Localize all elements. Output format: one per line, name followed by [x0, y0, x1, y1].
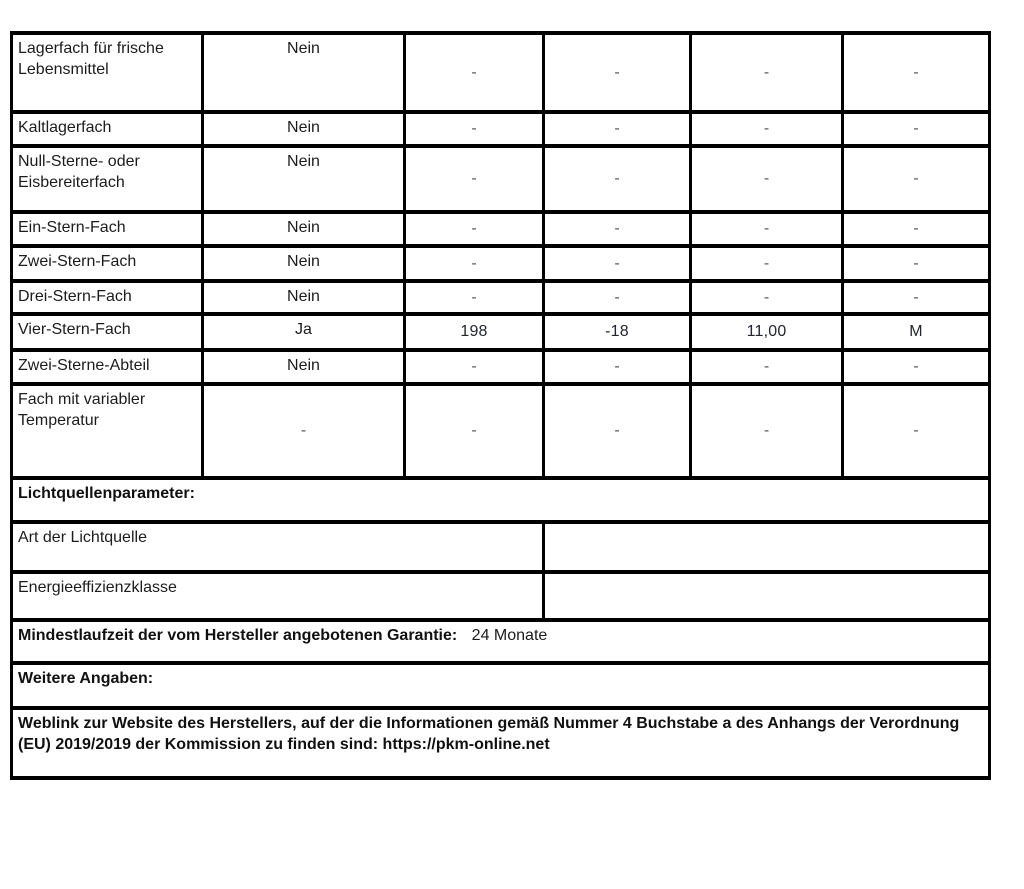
compartment-value: Nein: [203, 112, 405, 146]
compartment-label: Ein-Stern-Fach: [12, 212, 203, 246]
compartment-value: Nein: [203, 212, 405, 246]
compartment-value: -: [405, 350, 544, 384]
compartment-value: -: [405, 212, 544, 246]
compartment-label: Drei-Stern-Fach: [12, 281, 203, 314]
table-row: [12, 708, 990, 778]
compartment-value: -: [843, 112, 990, 146]
compartment-value: 198: [405, 314, 544, 350]
compartment-value: -: [405, 33, 544, 112]
compartment-value: -: [691, 246, 843, 281]
compartment-value: -: [203, 384, 405, 478]
compartment-value: -: [843, 212, 990, 246]
light-source-type-label: Art der Lichtquelle: [12, 522, 544, 572]
compartment-label: Fach mit variabler Temperatur: [12, 384, 203, 478]
compartment-value: -: [544, 112, 691, 146]
compartment-value: -: [843, 384, 990, 478]
compartment-value: -: [843, 33, 990, 112]
weblink-row: [12, 708, 990, 778]
compartment-value: -: [405, 112, 544, 146]
compartment-value: M: [843, 314, 990, 350]
compartment-value: -: [544, 33, 691, 112]
table-row: [12, 478, 990, 522]
table-row: [12, 212, 990, 246]
warranty-row: [12, 620, 990, 663]
additional-info-title: Weitere Angaben:: [12, 663, 990, 708]
table-row: [12, 246, 990, 281]
compartment-value: -: [405, 281, 544, 314]
table-row: [12, 33, 990, 112]
table-row: [12, 620, 990, 663]
compartment-rows: [12, 33, 990, 478]
warranty-label: Mindestlaufzeit der vom Hersteller angebotenen Garantie:: [18, 627, 458, 644]
compartment-value: Nein: [203, 246, 405, 281]
compartment-value: 11,00: [691, 314, 843, 350]
product-datasheet-table: [10, 31, 991, 780]
compartment-value: -: [544, 212, 691, 246]
compartment-value: Nein: [203, 281, 405, 314]
light-source-section-title: Lichtquellenparameter:: [12, 478, 990, 522]
compartment-value: -: [843, 350, 990, 384]
compartment-label: Kaltlagerfach: [12, 112, 203, 146]
compartment-label: Vier-Stern-Fach: [12, 314, 203, 350]
compartment-value: -: [544, 246, 691, 281]
compartment-value: -: [544, 281, 691, 314]
compartment-value: -: [691, 350, 843, 384]
compartment-value: -: [544, 146, 691, 212]
compartment-value: Nein: [203, 146, 405, 212]
table-row: [12, 146, 990, 212]
compartment-value: Nein: [203, 33, 405, 112]
compartment-value: -: [691, 212, 843, 246]
table-row: [12, 350, 990, 384]
compartment-value: -: [691, 33, 843, 112]
compartment-label: Zwei-Stern-Fach: [12, 246, 203, 281]
table-row: [12, 522, 990, 572]
compartment-value: -: [691, 281, 843, 314]
compartment-value: -: [544, 350, 691, 384]
compartment-value: -: [691, 112, 843, 146]
compartment-value: -: [405, 384, 544, 478]
compartment-value: Ja: [203, 314, 405, 350]
compartment-value: -: [544, 384, 691, 478]
compartment-label: Lagerfach für frische Lebensmittel: [12, 33, 203, 112]
compartment-label: Zwei-Sterne-Abteil: [12, 350, 203, 384]
table-row: [12, 572, 990, 620]
warranty-value: 24 Monate: [471, 627, 548, 644]
energy-efficiency-class-label: Energieeffizienzklasse: [12, 572, 544, 620]
compartment-value: -: [405, 146, 544, 212]
info-rows: [12, 478, 990, 778]
table-row: [12, 314, 990, 350]
compartment-value: Nein: [203, 350, 405, 384]
weblink-url[interactable]: https://pkm-online.net: [382, 736, 550, 754]
table-row: [12, 663, 990, 708]
compartment-value: -: [843, 246, 990, 281]
compartment-label: Null-Sterne- oder Eisbereiterfach: [12, 146, 203, 212]
table-row: [12, 384, 990, 478]
energy-efficiency-class-value: [544, 572, 990, 620]
light-source-type-value: [544, 522, 990, 572]
compartment-value: -: [843, 281, 990, 314]
compartment-value: -: [691, 146, 843, 212]
compartment-value: -18: [544, 314, 691, 350]
compartment-value: -: [405, 246, 544, 281]
compartment-value: -: [691, 384, 843, 478]
compartment-value: -: [843, 146, 990, 212]
table-row: [12, 281, 990, 314]
weblink-text: Weblink zur Website des Herstellers, auf der die Informationen gemäß Nummer 4 Buchstabe a des Anhangs der Verordnung (EU) 2019/2019 der Kommission zu finden sind:: [18, 715, 960, 754]
table-row: [12, 112, 990, 146]
